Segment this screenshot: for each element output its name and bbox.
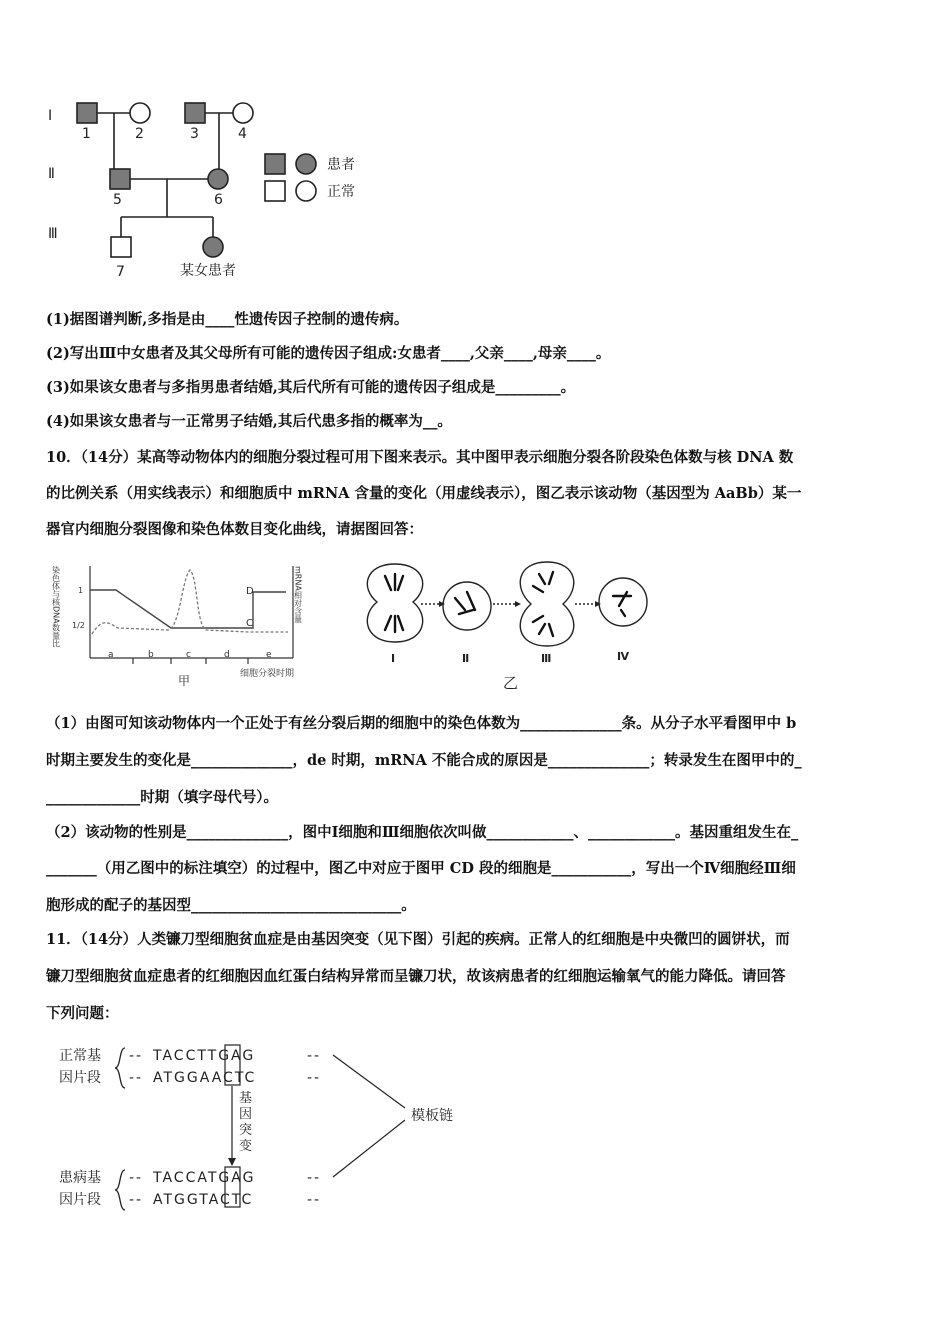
legend-normal-label: 正常 — [327, 184, 355, 200]
mutation-label-4: 变 — [239, 1139, 253, 1154]
mutation-label-2: 因 — [239, 1107, 253, 1122]
female-patient — [203, 237, 223, 257]
gen-label-2: Ⅱ — [48, 166, 55, 182]
tick-1: 1 — [78, 586, 84, 595]
svg-text:--: -- — [307, 1048, 322, 1064]
q9-item-2: (2)写出Ⅲ中女患者及其父母所有可能的遗传因子组成:女患者____,父亲____,母亲____。 — [46, 345, 611, 362]
legend-normal-female — [296, 181, 316, 201]
svg-text:--: -- — [307, 1170, 322, 1186]
num-3: 3 — [190, 126, 199, 142]
gen-label-3: Ⅲ — [48, 226, 58, 242]
cell-label-ii: Ⅱ — [462, 652, 470, 665]
q10-intro-2: 的比例关系（用实线表示）和细胞质中 mRNA 含量的变化（用虚线表示），图乙表示该动物（基因型为 AaBb）某一 — [46, 485, 802, 502]
cell-label-iii: Ⅲ — [541, 652, 552, 665]
q10-question-1: （1）由图可知该动物体内一个正处于有丝分裂后期的细胞中的染色体数为______________条。从分子水平看图甲中 b — [46, 715, 797, 732]
q11-intro-2: 镰刀型细胞贫血症患者的红细胞因血红蛋白结构异常而呈镰刀状，故该病患者的红细胞运输氧气的能力降低。请回答 — [46, 968, 786, 985]
gen-label-1: Ⅰ — [48, 108, 53, 124]
num-7: 7 — [116, 264, 125, 280]
q10-intro-3: 器官内细胞分裂图像和染色体数目变化曲线，请据图回答： — [46, 521, 423, 538]
num-2: 2 — [135, 126, 144, 142]
svg-text:--: -- — [129, 1192, 144, 1208]
individual-2 — [130, 103, 150, 123]
num-6: 6 — [214, 192, 223, 208]
q11-intro-1: 11．（14分）人类镰刀型细胞贫血症是由基因突变（见下图）引起的疾病。正常人的红细胞是中央微凹的圆饼状，而 — [46, 931, 790, 948]
cell-label-iv: Ⅳ — [617, 650, 630, 663]
q11-intro-3: 下列问题： — [46, 1005, 119, 1022]
legend-affected-male — [265, 154, 285, 174]
phase-e: e — [266, 650, 272, 660]
individual-3 — [185, 103, 205, 123]
dna-mutation-figure — [55, 1040, 475, 1220]
disease-strand-2: ATGGTACTC — [153, 1192, 254, 1208]
individual-5 — [110, 169, 130, 189]
svg-text:--: -- — [129, 1048, 144, 1064]
q10-question-6: 胞形成的配子的基因型_____________________________。 — [46, 897, 416, 914]
phase-c: c — [186, 650, 191, 660]
point-c: C — [246, 618, 253, 629]
phase-a: a — [108, 650, 114, 660]
x-axis-label: 细胞分裂时期 — [240, 669, 295, 679]
phase-b: b — [148, 650, 154, 660]
mutation-label-1: 基 — [239, 1091, 253, 1106]
svg-text:--: -- — [129, 1170, 144, 1186]
figure-yi — [355, 558, 665, 693]
q10-question-3: _____________时期（填字母代号）。 — [46, 789, 278, 806]
svg-text:--: -- — [307, 1192, 322, 1208]
normal-label-1: 正常基 — [59, 1048, 101, 1064]
individual-1 — [77, 103, 97, 123]
caption-yi: 乙 — [503, 674, 519, 692]
normal-strand-1: TACCTTGAG — [153, 1048, 256, 1064]
cell-ii — [443, 582, 491, 630]
svg-text:--: -- — [307, 1070, 322, 1086]
figure-jia — [48, 558, 313, 688]
individual-6 — [208, 169, 228, 189]
template-label: 模板链 — [411, 1108, 453, 1124]
normal-strand-2: ATGGAACTC — [153, 1070, 257, 1086]
cell-iv — [599, 578, 647, 626]
q9-item-3: (3)如果该女患者与多指男患者结婚,其后代所有可能的遗传因子组成是_________。 — [46, 379, 576, 396]
svg-text:--: -- — [129, 1070, 144, 1086]
mutation-label-3: 突 — [239, 1123, 253, 1138]
q10-question-5: _______（用乙图中的标注填空）的过程中，图乙中对应于图甲 CD 段的细胞是___________，写出一个Ⅳ细胞经Ⅲ细 — [46, 860, 796, 877]
pedigree-figure — [40, 95, 370, 285]
normal-label-2: 因片段 — [59, 1070, 101, 1086]
mrna-curve — [92, 570, 288, 634]
disease-strand-1: TACCATGAG — [153, 1170, 256, 1186]
q9-item-1: (1)据图谱判断,多指是由____性遗传因子控制的遗传病。 — [46, 311, 409, 328]
q10-question-4: （2）该动物的性别是______________，图中Ⅰ细胞和Ⅲ细胞依次叫做____________、____________。基因重组发生在_ — [46, 824, 799, 841]
tick-half: 1/2 — [72, 621, 85, 630]
legend-normal-male — [265, 181, 285, 201]
phase-d: d — [224, 650, 230, 660]
female-patient-label: 某女患者 — [180, 263, 236, 279]
num-5: 5 — [113, 192, 122, 208]
individual-4 — [233, 103, 253, 123]
cell-label-i: Ⅰ — [391, 652, 396, 665]
num-1: 1 — [82, 126, 91, 142]
point-d: D — [246, 586, 254, 597]
num-4: 4 — [238, 126, 247, 142]
legend-affected-female — [296, 154, 316, 174]
cell-iii — [520, 562, 574, 646]
q10-intro-1: 10．（14分）某高等动物体内的细胞分裂过程可用下图来表示。其中图甲表示细胞分裂各阶段染色体数与核 DNA 数 — [46, 449, 794, 466]
disease-label-2: 因片段 — [59, 1192, 101, 1208]
legend-affected-label: 患者 — [327, 157, 355, 173]
y-axis-label: 染色体与核DNA数量比 — [51, 566, 61, 648]
q10-question-2: 时期主要发生的变化是______________，de 时期，mRNA 不能合成的原因是______________；转录发生在图甲中的_ — [46, 752, 802, 769]
individual-7 — [111, 237, 131, 257]
right-axis-label: mRNA相对含量 — [293, 566, 303, 623]
ratio-curve — [90, 590, 286, 628]
q9-item-4: (4)如果该女患者与一正常男子结婚,其后代患多指的概率为__。 — [46, 413, 452, 430]
disease-label-1: 患病基 — [59, 1170, 101, 1186]
caption-jia: 甲 — [178, 674, 191, 688]
